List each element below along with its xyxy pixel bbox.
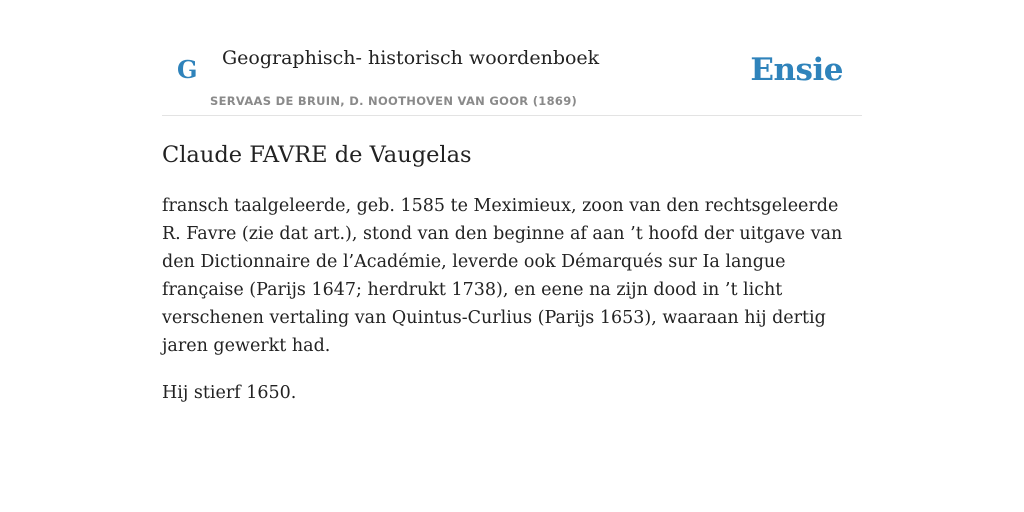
entry-body — [162, 192, 862, 407]
entry-title: Claude FAVRE de Vaugelas — [162, 142, 472, 168]
entry-paragraph: fransch taalgeleerde, geb. 1585 te Meximieux, zoon van den rechtsgeleerde R. Favre (zie dat art.), stond van den beginne af aan ’t hoofd der uitgave van den Dictionnaire de l’Académie, leverde ook Démarqués sur Ia langue française (Parijs 1647; herdrukt 1738), en eene na zijn dood in ’t licht verschenen vertaling van Quintus-Curlius (Parijs 1653), waaraan hij dertig jaren gewerkt had. — [162, 196, 843, 356]
book-header — [162, 0, 862, 116]
book-authors: SERVAAS DE BRUIN, D. NOOTHOVEN VAN GOOR (1869) — [210, 94, 578, 108]
book-title-link[interactable]: Geographisch- historisch woordenboek — [222, 47, 600, 69]
book-letter-icon[interactable]: G — [177, 55, 198, 84]
entry-paragraph: Hij stierf 1650. — [162, 383, 297, 403]
page-content — [162, 0, 862, 426]
ensie-logo[interactable]: Ensie — [750, 52, 843, 88]
